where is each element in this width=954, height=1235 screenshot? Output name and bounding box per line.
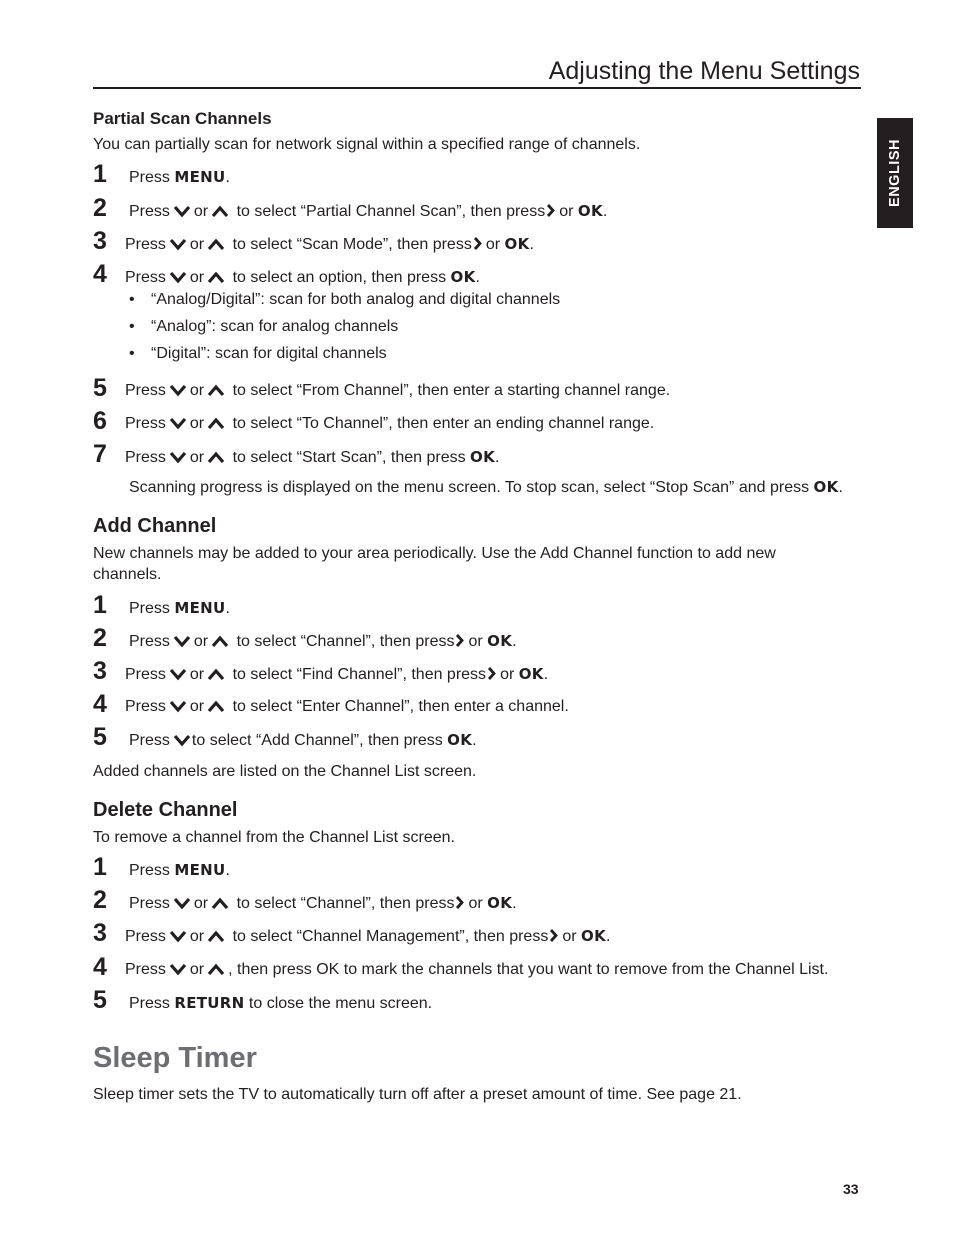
list-item-text: “Analog”: scan for analog channels — [151, 318, 399, 335]
down-arrow-icon — [173, 733, 191, 753]
down-arrow-icon — [173, 204, 191, 224]
step-text-mid: to select “Partial Channel Scan”, then press — [236, 203, 546, 220]
step-text-press: Press — [125, 698, 166, 715]
step-text — [125, 697, 569, 719]
ok-key-label: OK — [470, 448, 496, 466]
step-text-or: or — [500, 666, 515, 683]
step-text-or: or — [468, 895, 483, 912]
step-text-post: . — [512, 895, 517, 912]
menu-key-label: MENU — [174, 168, 226, 186]
delete-channel-heading: Delete Channel — [93, 799, 238, 821]
ok-key-label: OK — [450, 268, 476, 286]
language-tab-label: ENGLISH — [887, 139, 903, 207]
step-text-pre: Press — [129, 995, 175, 1012]
step-text-or: or — [193, 633, 209, 650]
step-text-or: or — [193, 203, 209, 220]
step-text-post: . — [602, 203, 608, 220]
step-text-or: or — [485, 236, 501, 253]
add-channel-intro: New channels may be added to your area periodically. Use the Add Channel function to add new channels. — [93, 545, 776, 583]
step-text — [129, 893, 517, 916]
down-arrow-icon — [173, 634, 191, 654]
step-number: 4 — [93, 953, 107, 981]
step-text-mid: to select “Channel”, then press — [236, 633, 455, 650]
step-text-press: Press — [125, 382, 166, 399]
step-text-pre: Press — [129, 169, 175, 186]
step-text-or: or — [189, 269, 205, 286]
step-text-or: or — [189, 382, 205, 399]
step-text-or: or — [189, 415, 205, 432]
step-text-press: Press — [125, 928, 166, 945]
step-text-post: . — [225, 169, 230, 186]
up-arrow-icon — [207, 962, 225, 982]
ok-key-label: OK — [447, 731, 473, 749]
ok-key-label: OK — [487, 632, 513, 650]
step-text-mid: to select “Channel Management”, then press — [232, 928, 549, 945]
step-number: 2 — [93, 886, 107, 914]
step-text — [129, 201, 607, 224]
step-number: 6 — [93, 407, 107, 435]
step-number: 7 — [93, 440, 107, 468]
step-text-post: . — [543, 666, 549, 683]
step-text-or: or — [189, 961, 205, 978]
step-text-press: Press — [125, 415, 166, 432]
step-text-post: . — [475, 269, 480, 286]
step-text — [129, 167, 230, 188]
step-text-press: Press — [129, 732, 170, 749]
step-text-or: or — [189, 236, 205, 253]
list-item: • “Digital”: scan for digital channels — [129, 345, 387, 362]
step-text-or: or — [189, 449, 205, 466]
step-text — [125, 447, 499, 470]
step-text-or: or — [189, 698, 205, 715]
step-number: 3 — [93, 657, 107, 685]
step-text — [125, 267, 480, 290]
list-item-text: “Analog/Digital”: scan for both analog and digital channels — [151, 291, 561, 308]
scan-note — [129, 477, 843, 498]
step-number: 1 — [93, 591, 107, 619]
step-number: 4 — [93, 690, 107, 718]
page-number: 33 — [843, 1181, 859, 1197]
step-text-press: Press — [129, 633, 170, 650]
up-arrow-icon — [207, 450, 225, 470]
step-text-press: Press — [125, 236, 166, 253]
right-arrow-icon — [487, 666, 496, 687]
right-arrow-icon — [455, 633, 464, 654]
step-number: 1 — [93, 160, 107, 188]
step-text-or: or — [562, 928, 577, 945]
step-text-mid: to select “Find Channel”, then press — [232, 666, 487, 683]
step-text — [125, 234, 534, 257]
right-arrow-icon — [473, 236, 482, 257]
step-text — [125, 414, 654, 436]
step-text-press: Press — [129, 895, 170, 912]
ok-key-label: OK — [504, 235, 530, 253]
return-key-label: RETURN — [174, 994, 245, 1012]
step-number: 5 — [93, 723, 107, 751]
step-text-pre: Press — [129, 862, 175, 879]
step-text-mid: to select “Start Scan”, then press — [232, 449, 466, 466]
step-text-post: . — [529, 236, 534, 253]
up-arrow-icon — [207, 383, 225, 403]
step-number: 1 — [93, 853, 107, 881]
right-arrow-icon — [546, 203, 555, 224]
up-arrow-icon — [211, 634, 229, 654]
down-arrow-icon — [169, 450, 187, 470]
step-number: 3 — [93, 227, 107, 255]
down-arrow-icon — [169, 383, 187, 403]
up-arrow-icon — [207, 929, 225, 949]
up-arrow-icon — [207, 237, 225, 257]
up-arrow-icon — [207, 270, 225, 290]
menu-key-label: MENU — [174, 861, 226, 879]
list-item-text: “Digital”: scan for digital channels — [151, 345, 387, 362]
down-arrow-icon — [169, 699, 187, 719]
up-arrow-icon — [211, 204, 229, 224]
step-text — [129, 631, 517, 654]
step-text — [129, 860, 230, 881]
step-text-post: . — [512, 633, 517, 650]
right-arrow-icon — [455, 895, 464, 916]
step-text — [125, 960, 828, 982]
list-item: • “Analog/Digital”: scan for both analog and digital channels — [129, 291, 561, 308]
step-number: 5 — [93, 374, 107, 402]
down-arrow-icon — [169, 237, 187, 257]
step-number: 2 — [93, 194, 107, 222]
step-text-mid: to select “Enter Channel”, then enter a channel. — [232, 698, 569, 715]
step-text-post: to close the menu screen. — [244, 995, 433, 1012]
down-arrow-icon — [169, 929, 187, 949]
step-text-press: Press — [125, 961, 166, 978]
scan-note-text: Scanning progress is displayed on the menu screen. To stop scan, select “Stop Scan” and press — [129, 479, 810, 496]
sleep-timer-heading: Sleep Timer — [93, 1042, 257, 1074]
step-text-mid: to select “Add Channel”, then press — [191, 732, 443, 749]
menu-key-label: MENU — [174, 599, 226, 617]
step-text-or: or — [193, 895, 209, 912]
step-text — [125, 926, 610, 949]
up-arrow-icon — [207, 699, 225, 719]
scan-note-post: . — [838, 479, 843, 496]
ok-key-label: OK — [813, 478, 839, 496]
step-text-post: . — [225, 600, 230, 617]
step-number: 2 — [93, 624, 107, 652]
down-arrow-icon — [173, 896, 191, 916]
step-number: 5 — [93, 986, 107, 1014]
ok-key-label: OK — [581, 927, 606, 945]
step-text-press: Press — [125, 449, 166, 466]
step-text-or: or — [559, 203, 574, 220]
step-text-press: Press — [129, 203, 170, 220]
down-arrow-icon — [169, 667, 187, 687]
step-text — [129, 730, 477, 753]
step-number: 4 — [93, 260, 107, 288]
partial-scan-heading: Partial Scan Channels — [93, 109, 272, 128]
step-text-or: or — [468, 633, 483, 650]
ok-key-label: OK — [518, 665, 544, 683]
down-arrow-icon — [169, 416, 187, 436]
list-item: • “Analog”: scan for analog channels — [129, 318, 399, 335]
step-text-mid: to select “Channel”, then press — [236, 895, 455, 912]
step-text-pre: Press — [129, 600, 175, 617]
add-channel-heading: Add Channel — [93, 515, 217, 537]
step-number: 3 — [93, 919, 107, 947]
ok-key-label: OK — [577, 202, 603, 220]
step-text — [125, 381, 670, 403]
down-arrow-icon — [169, 270, 187, 290]
right-arrow-icon — [549, 928, 558, 949]
step-text — [129, 598, 230, 619]
step-text-press: Press — [125, 666, 166, 683]
add-channel-footer: Added channels are listed on the Channel List screen. — [93, 763, 477, 780]
sleep-timer-text: Sleep timer sets the TV to automatically turn off after a preset amount of time. See page 21. — [93, 1086, 742, 1103]
step-text-post: . — [495, 449, 500, 466]
step-text-mid: to select “To Channel”, then enter an ending channel range. — [232, 415, 655, 432]
step-text-press: Press — [125, 269, 166, 286]
step-text-or: or — [189, 666, 205, 683]
step-text — [125, 664, 548, 687]
step-text-post: . — [606, 928, 611, 945]
header-divider — [93, 87, 861, 89]
step-text-mid: to select an option, then press — [232, 269, 447, 286]
partial-scan-intro: You can partially scan for network signal within a specified range of channels. — [93, 136, 641, 153]
down-arrow-icon — [169, 962, 187, 982]
step-text-mid: , then press OK to mark the channels that you want to remove from the Channel List. — [228, 961, 829, 978]
delete-channel-intro: To remove a channel from the Channel List screen. — [93, 829, 455, 846]
step-text-post: . — [225, 862, 230, 879]
step-text-post: . — [472, 732, 477, 749]
step-text-or: or — [189, 928, 205, 945]
up-arrow-icon — [211, 896, 229, 916]
page-header-title: Adjusting the Menu Settings — [548, 57, 860, 85]
language-tab — [877, 118, 913, 228]
up-arrow-icon — [207, 667, 225, 687]
step-text-mid: to select “Scan Mode”, then press — [232, 236, 472, 253]
up-arrow-icon — [207, 416, 225, 436]
step-text — [129, 993, 432, 1014]
ok-key-label: OK — [487, 894, 513, 912]
step-text-mid: to select “From Channel”, then enter a starting channel range. — [232, 382, 671, 399]
